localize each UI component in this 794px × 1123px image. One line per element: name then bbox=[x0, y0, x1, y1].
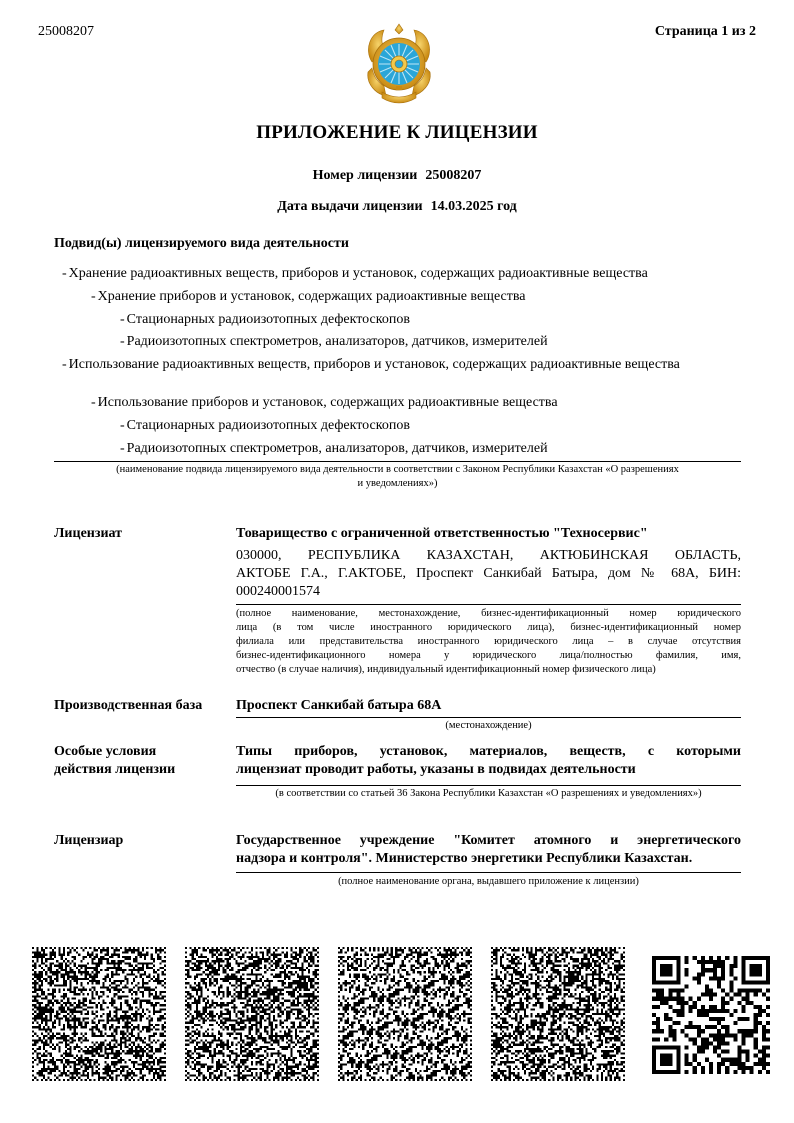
subtype-item: - Стационарных радиоизотопных дефектоскопов bbox=[120, 418, 410, 433]
qr-code-2-icon bbox=[185, 947, 319, 1081]
divider bbox=[236, 604, 741, 605]
divider bbox=[236, 785, 741, 786]
subtype-item: - Радиоизотопных спектрометров, анализаторов, датчиков, измерителей bbox=[120, 334, 548, 349]
special-conditions-note: (в соответствии со статьей 36 Закона Республики Казахстан «О разрешениях и уведомлениях») bbox=[275, 788, 702, 799]
license-date-value: 14.03.2025 год bbox=[430, 199, 517, 214]
licensee-address: 030000, РЕСПУБЛИКА КАЗАХСТАН, АКТЮБИНСКАЯ ОБЛАСТЬ, АКТОБЕ Г.А., Г.АКТОБЕ, Проспект Санкибай Батыра, дом № 68А, БИН: 000240001574 bbox=[236, 548, 741, 599]
license-number-row bbox=[0, 168, 794, 184]
licensor-note: (полное наименование органа, выдавшего приложение к лицензии) bbox=[338, 876, 639, 887]
subtypes-heading: Подвид(ы) лицензируемого вида деятельности bbox=[54, 236, 349, 251]
subtypes-note: (наименование подвида лицензируемого вида деятельности в соответствии с Законом Республики Казахстан «О разрешениях и уведомлениях») bbox=[116, 464, 679, 489]
subtype-item: - Использование радиоактивных веществ, приборов и установок, содержащих радиоактивные вещества bbox=[62, 357, 680, 372]
licensee-name: Товарищество с ограниченной ответственностью "Техносервис" bbox=[236, 526, 648, 541]
license-number-value: 25008207 bbox=[425, 168, 482, 183]
qr-code-4-icon bbox=[491, 947, 625, 1081]
divider bbox=[236, 717, 741, 718]
production-base-label: Производственная база bbox=[54, 698, 203, 713]
licensee-note: (полное наименование, местонахождение, бизнес-идентификационный номер юридического лица (в том числе иностранного юридического лица), бизнес-идентификационный номер филиала или представительства иностранного юридического лица – в случае отсутствия бизнес-идентификационного номера у юридического лица/полностью фамилия, имя, отчество (в случае наличия), индивидуальный идентификационный номер физического лица) bbox=[236, 608, 741, 675]
subtype-item: - Радиоизотопных спектрометров, анализаторов, датчиков, измерителей bbox=[120, 441, 548, 456]
subtype-item: - Стационарных радиоизотопных дефектоскопов bbox=[120, 312, 410, 327]
special-conditions-label: Особые условия действия лицензии bbox=[54, 744, 176, 777]
special-conditions-value: Типы приборов, установок, материалов, веществ, с которыми лицензиат проводит работы, указаны в подвидах деятельности bbox=[236, 744, 741, 777]
page-indicator: Страница 1 из 2 bbox=[654, 24, 756, 39]
state-emblem-icon bbox=[362, 22, 436, 108]
subtype-item: - Использование приборов и установок, содержащих радиоактивные вещества bbox=[91, 395, 558, 410]
document-number: 25008207 bbox=[38, 24, 94, 39]
license-number-label: Номер лицензии bbox=[312, 168, 418, 183]
qr-code-5-icon bbox=[652, 956, 770, 1074]
subtype-item: - Хранение радиоактивных веществ, приборов и установок, содержащих радиоактивные вещества bbox=[62, 266, 648, 281]
divider bbox=[54, 461, 741, 462]
licensee-label: Лицензиат bbox=[54, 526, 123, 541]
licensor-label: Лицензиар bbox=[54, 833, 124, 848]
subtype-item: - Хранение приборов и установок, содержащих радиоактивные вещества bbox=[91, 289, 526, 304]
qr-code-3-icon bbox=[338, 947, 472, 1081]
licensor-value: Государственное учреждение "Комитет атомного и энергетического надзора и контроля". Министерство энергетики Республики Казахстан. bbox=[236, 833, 741, 866]
license-date-row bbox=[0, 199, 794, 215]
license-date-label: Дата выдачи лицензии bbox=[277, 199, 423, 214]
qr-code-1-icon bbox=[32, 947, 166, 1081]
page-title: ПРИЛОЖЕНИЕ К ЛИЦЕНЗИИ bbox=[256, 122, 538, 143]
divider bbox=[236, 872, 741, 873]
production-base-value: Проспект Санкибай батыра 68А bbox=[236, 698, 442, 713]
production-base-note: (местонахождение) bbox=[445, 720, 532, 731]
